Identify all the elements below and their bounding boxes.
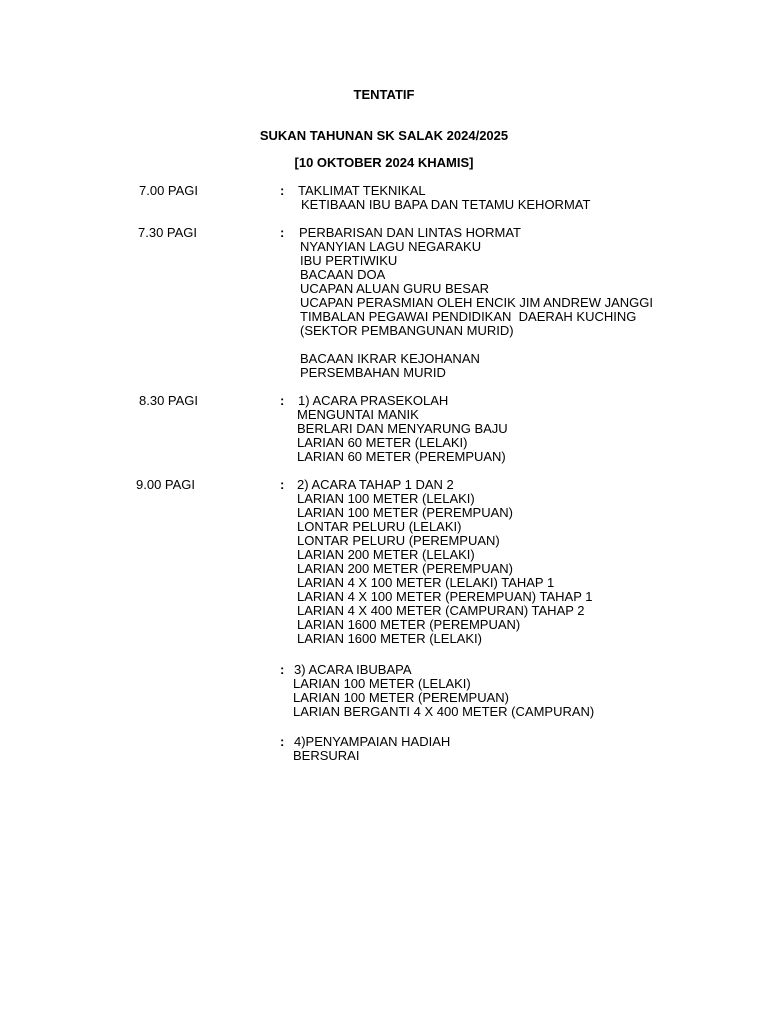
schedule-item: LARIAN 200 METER (PEREMPUAN)	[297, 561, 513, 576]
schedule-item: LARIAN 100 METER (LELAKI)	[293, 676, 471, 691]
schedule-item: LARIAN 4 X 100 METER (PEREMPUAN) TAHAP 1	[297, 589, 593, 604]
schedule-item: PERSEMBAHAN MURID	[300, 365, 446, 380]
schedule-item: (SEKTOR PEMBANGUNAN MURID)	[300, 323, 514, 338]
schedule-item: BERSURAI	[293, 748, 360, 763]
schedule-item: UCAPAN PERASMIAN OLEH ENCIK JIM ANDREW JANGGI	[300, 295, 653, 310]
separator-colon: :	[280, 225, 285, 240]
schedule-item: IBU PERTIWIKU	[300, 253, 398, 268]
schedule-item: PERBARISAN DAN LINTAS HORMAT	[299, 225, 521, 240]
schedule-item: 3) ACARA IBUBAPA	[294, 662, 412, 677]
schedule-item: LARIAN BERGANTI 4 X 400 METER (CAMPURAN)	[293, 704, 595, 719]
schedule-item: LARIAN 1600 METER (LELAKI)	[297, 631, 482, 646]
schedule-time: 8.30 PAGI	[139, 393, 199, 408]
schedule-item: LONTAR PELURU (LELAKI)	[297, 519, 462, 534]
schedule-items	[297, 394, 508, 464]
schedule-item: BERLARI DAN MENYARUNG BAJU	[297, 421, 508, 436]
schedule-item: LARIAN 1600 METER (PEREMPUAN)	[297, 617, 521, 632]
separator-colon: :	[280, 393, 285, 408]
schedule-time: 7.30 PAGI	[138, 225, 198, 240]
schedule-items-continued	[300, 352, 480, 380]
separator-colon: :	[280, 734, 285, 749]
schedule-item: LARIAN 60 METER (PEREMPUAN)	[297, 449, 506, 464]
schedule-item: UCAPAN ALUAN GURU BESAR	[300, 281, 490, 296]
schedule-item: LARIAN 4 X 100 METER (LELAKI) TAHAP 1	[297, 575, 555, 590]
separator-colon: :	[280, 183, 285, 198]
schedule-time: 9.00 PAGI	[136, 477, 196, 492]
schedule-items	[297, 478, 592, 646]
document-title: TENTATIF	[353, 87, 415, 102]
schedule-time: 7.00 PAGI	[139, 183, 199, 198]
schedule-item: NYANYIAN LAGU NEGARAKU	[300, 239, 482, 254]
schedule-items	[293, 735, 450, 763]
schedule-item: KETIBAAN IBU BAPA DAN TETAMU KEHORMAT	[301, 197, 591, 212]
schedule-item: LARIAN 4 X 400 METER (CAMPURAN) TAHAP 2	[297, 603, 585, 618]
schedule-item: BACAAN DOA	[300, 267, 386, 282]
event-title: SUKAN TAHUNAN SK SALAK 2024/2025	[259, 128, 509, 143]
schedule-item: BACAAN IKRAR KEJOHANAN	[300, 351, 480, 366]
schedule-item: LARIAN 100 METER (PEREMPUAN)	[293, 690, 509, 705]
schedule-item: TIMBALAN PEGAWAI PENDIDIKAN DAERAH KUCHING	[300, 309, 637, 324]
schedule-item: LARIAN 60 METER (LELAKI)	[297, 435, 468, 450]
schedule-item: 4)PENYAMPAIAN HADIAH	[294, 734, 451, 749]
schedule-item: LARIAN 200 METER (LELAKI)	[297, 547, 475, 562]
schedule-items	[298, 183, 591, 212]
schedule-item: TAKLIMAT TEKNIKAL	[298, 183, 426, 198]
schedule-item: 2) ACARA TAHAP 1 DAN 2	[297, 477, 454, 492]
separator-colon: :	[280, 662, 285, 677]
schedule-item: LONTAR PELURU (PEREMPUAN)	[297, 533, 500, 548]
schedule-items	[293, 663, 594, 719]
schedule-items	[300, 226, 653, 338]
separator-colon: :	[280, 477, 285, 492]
schedule-item: LARIAN 100 METER (LELAKI)	[297, 491, 475, 506]
schedule-item: LARIAN 100 METER (PEREMPUAN)	[297, 505, 513, 520]
schedule-item: MENGUNTAI MANIK	[297, 407, 419, 422]
schedule-item: 1) ACARA PRASEKOLAH	[298, 393, 449, 408]
event-date: [10 OKTOBER 2024 KHAMIS]	[294, 155, 474, 170]
